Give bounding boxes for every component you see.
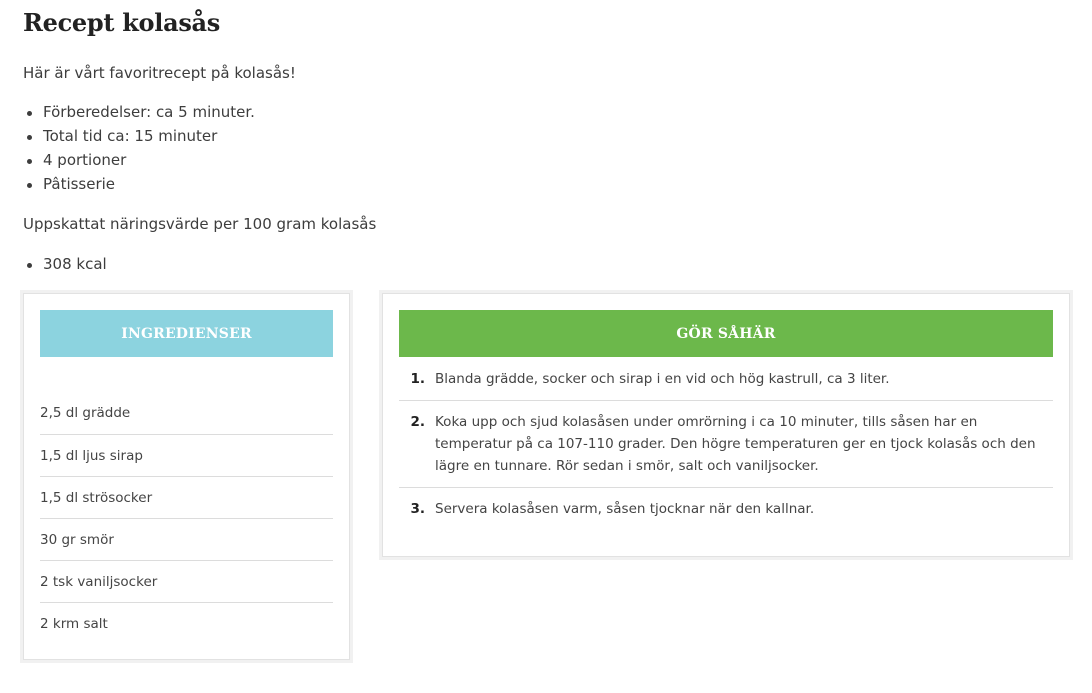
step-number: 3. xyxy=(410,501,425,517)
ingredient-item: 2 tsk vaniljsocker xyxy=(40,560,333,602)
meta-total-time: Total tid ca: 15 minuter xyxy=(23,124,255,148)
meta-prep-time: Förberedelser: ca 5 minuter. xyxy=(23,100,255,124)
ingredient-item: 2,5 dl grädde xyxy=(40,405,131,421)
step-text: Servera kolasåsen varm, såsen tjocknar när den kallnar. xyxy=(435,501,815,517)
step-number: 1. xyxy=(410,371,425,387)
ingredients-list xyxy=(40,392,333,644)
ingredient-item: 1,5 dl ljus sirap xyxy=(40,434,333,476)
instructions-list xyxy=(399,358,1053,530)
step-text: Koka upp och sjud kolasåsen under omrörning i ca 10 minuter, tills såsen har en temperatur på ca 107-110 grader. Den högre temperaturen ger en tjock kolasås och den lägre en tunnare. Rör sedan i smör, salt och vaniljsocker. xyxy=(435,414,1036,474)
instruction-step xyxy=(399,400,1053,487)
meta-category: Pâtisserie xyxy=(23,172,255,196)
page-title: Recept kolasås xyxy=(23,8,220,37)
recipe-intro: Här är vårt favoritrecept på kolasås! xyxy=(23,64,296,82)
nutrition-list xyxy=(23,252,107,276)
instructions-card xyxy=(382,293,1070,557)
instruction-step xyxy=(399,487,1053,530)
instruction-step xyxy=(399,358,1053,400)
ingredient-item: 30 gr smör xyxy=(40,518,333,560)
ingredient-item: 1,5 dl strösocker xyxy=(40,476,333,518)
step-text: Blanda grädde, socker och sirap i en vid och hög kastrull, ca 3 liter. xyxy=(435,371,890,387)
ingredient-item: 2 krm salt xyxy=(40,602,333,644)
ingredients-card xyxy=(23,293,350,660)
ingredients-header: INGREDIENSER xyxy=(40,310,333,357)
recipe-meta-list xyxy=(23,100,255,196)
meta-servings: 4 portioner xyxy=(23,148,255,172)
nutrition-kcal: 308 kcal xyxy=(23,252,107,276)
nutrition-heading: Uppskattat näringsvärde per 100 gram kolasås xyxy=(23,215,377,233)
step-number: 2. xyxy=(410,414,425,430)
instructions-header: GÖR SÅHÄR xyxy=(399,310,1053,357)
